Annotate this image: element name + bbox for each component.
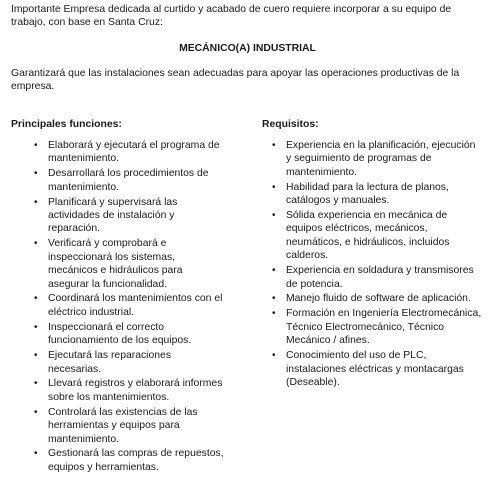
functions-list-item bbox=[34, 321, 226, 348]
bullet-icon: • bbox=[34, 168, 38, 180]
job-title: MECÁNICO(A) INDUSTRIAL bbox=[179, 43, 316, 54]
requirements-list bbox=[272, 139, 482, 391]
functions-list-item bbox=[34, 237, 226, 291]
functions-item-text: Ejecutará las reparaciones necesarias. bbox=[48, 350, 172, 375]
requirements-item-text: Manejo fluido de software de aplicación. bbox=[286, 293, 471, 305]
bullet-icon: • bbox=[34, 140, 38, 151]
functions-item-text: Controlará las existencias de las herramientas y equipos para mantenimiento. bbox=[48, 406, 198, 445]
requirements-list-item bbox=[272, 181, 482, 208]
requirements-list-item bbox=[272, 139, 482, 179]
bullet-icon: • bbox=[272, 210, 276, 222]
functions-item-text: Planificará y supervisará las actividades de instalación y reparación. bbox=[48, 196, 178, 235]
functions-item-text: Elaborará y ejecutará el programa de mantenimiento. bbox=[48, 140, 220, 165]
functions-list-item bbox=[34, 377, 226, 404]
requirements-item-text: Experiencia en soldadura y transmisores de potencia. bbox=[286, 265, 474, 290]
functions-list-item bbox=[34, 349, 226, 376]
bullet-icon: • bbox=[272, 140, 276, 151]
bullet-icon: • bbox=[34, 293, 38, 305]
bullet-icon: • bbox=[272, 181, 276, 193]
functions-item-text: Verificará y comprobará e inspeccionará los sistemas, mecánicos e hidráulicos para asegurar la funcionalidad. bbox=[48, 238, 183, 290]
functions-list-item bbox=[34, 447, 226, 474]
bullet-icon: • bbox=[34, 196, 38, 208]
intro-paragraph: Importante Empresa dedicada al curtido y acabado de cuero requiere incorporar a su equipo de trabajo, con base en Santa Cruz: bbox=[11, 4, 452, 29]
functions-heading: Principales funciones: bbox=[11, 119, 122, 130]
functions-item-text: Inspeccionará el correcto funcionamiento de los equipos. bbox=[48, 321, 192, 347]
bullet-icon: • bbox=[34, 238, 38, 250]
bullet-icon: • bbox=[34, 321, 38, 333]
requirements-list-item bbox=[272, 307, 482, 347]
functions-item-text: Llevará registros y elaborará informes sobre los mantenimientos. bbox=[48, 378, 223, 403]
bullet-icon: • bbox=[34, 406, 38, 418]
bullet-icon: • bbox=[34, 448, 38, 460]
requirements-list-item bbox=[272, 292, 482, 305]
functions-list bbox=[34, 139, 226, 476]
requirements-item-text: Formación en Ingeniería Electromecánica, Técnico Electromecánico, Técnico Mecánico / afines. bbox=[286, 308, 482, 347]
bullet-icon: • bbox=[34, 378, 38, 390]
functions-list-item bbox=[34, 139, 226, 166]
bullet-icon: • bbox=[272, 293, 276, 305]
functions-list-item bbox=[34, 167, 226, 194]
functions-item-text: Coordinará los mantenimientos con el eléctrico industrial. bbox=[48, 293, 223, 318]
functions-list-item bbox=[34, 196, 226, 236]
requirements-list-item bbox=[272, 264, 482, 291]
requirements-list-item bbox=[272, 209, 482, 263]
functions-item-text: Gestionará las compras de repuestos, equipos y herramientas. bbox=[48, 448, 224, 473]
bullet-icon: • bbox=[34, 350, 38, 362]
summary-paragraph: Garantizará que las instalaciones sean adecuadas para apoyar las operaciones productivas de la empresa. bbox=[11, 68, 460, 93]
functions-list-item bbox=[34, 292, 226, 319]
functions-item-text: Desarrollará los procedimientos de mantenimiento. bbox=[48, 168, 209, 193]
functions-list-item bbox=[34, 406, 226, 446]
bullet-icon: • bbox=[272, 308, 276, 320]
requirements-item-text: Habilidad para la lectura de planos, catálogos y manuales. bbox=[286, 181, 449, 207]
requirements-item-text: Sólida experiencia en mecánica de equipos eléctricos, mecánicos, neumáticos, e hidráulicos, incluidos calderos. bbox=[286, 210, 450, 262]
requirements-item-text: Conocimiento del uso de PLC, instalaciones eléctricas y montacargas (Deseable). bbox=[286, 350, 464, 388]
requirements-item-text: Experiencia en la planificación, ejecución y seguimiento de programas de mantenimiento. bbox=[286, 140, 476, 178]
requirements-heading: Requisitos: bbox=[262, 119, 319, 130]
requirements-list-item bbox=[272, 349, 482, 389]
bullet-icon: • bbox=[272, 265, 276, 277]
bullet-icon: • bbox=[272, 350, 276, 362]
